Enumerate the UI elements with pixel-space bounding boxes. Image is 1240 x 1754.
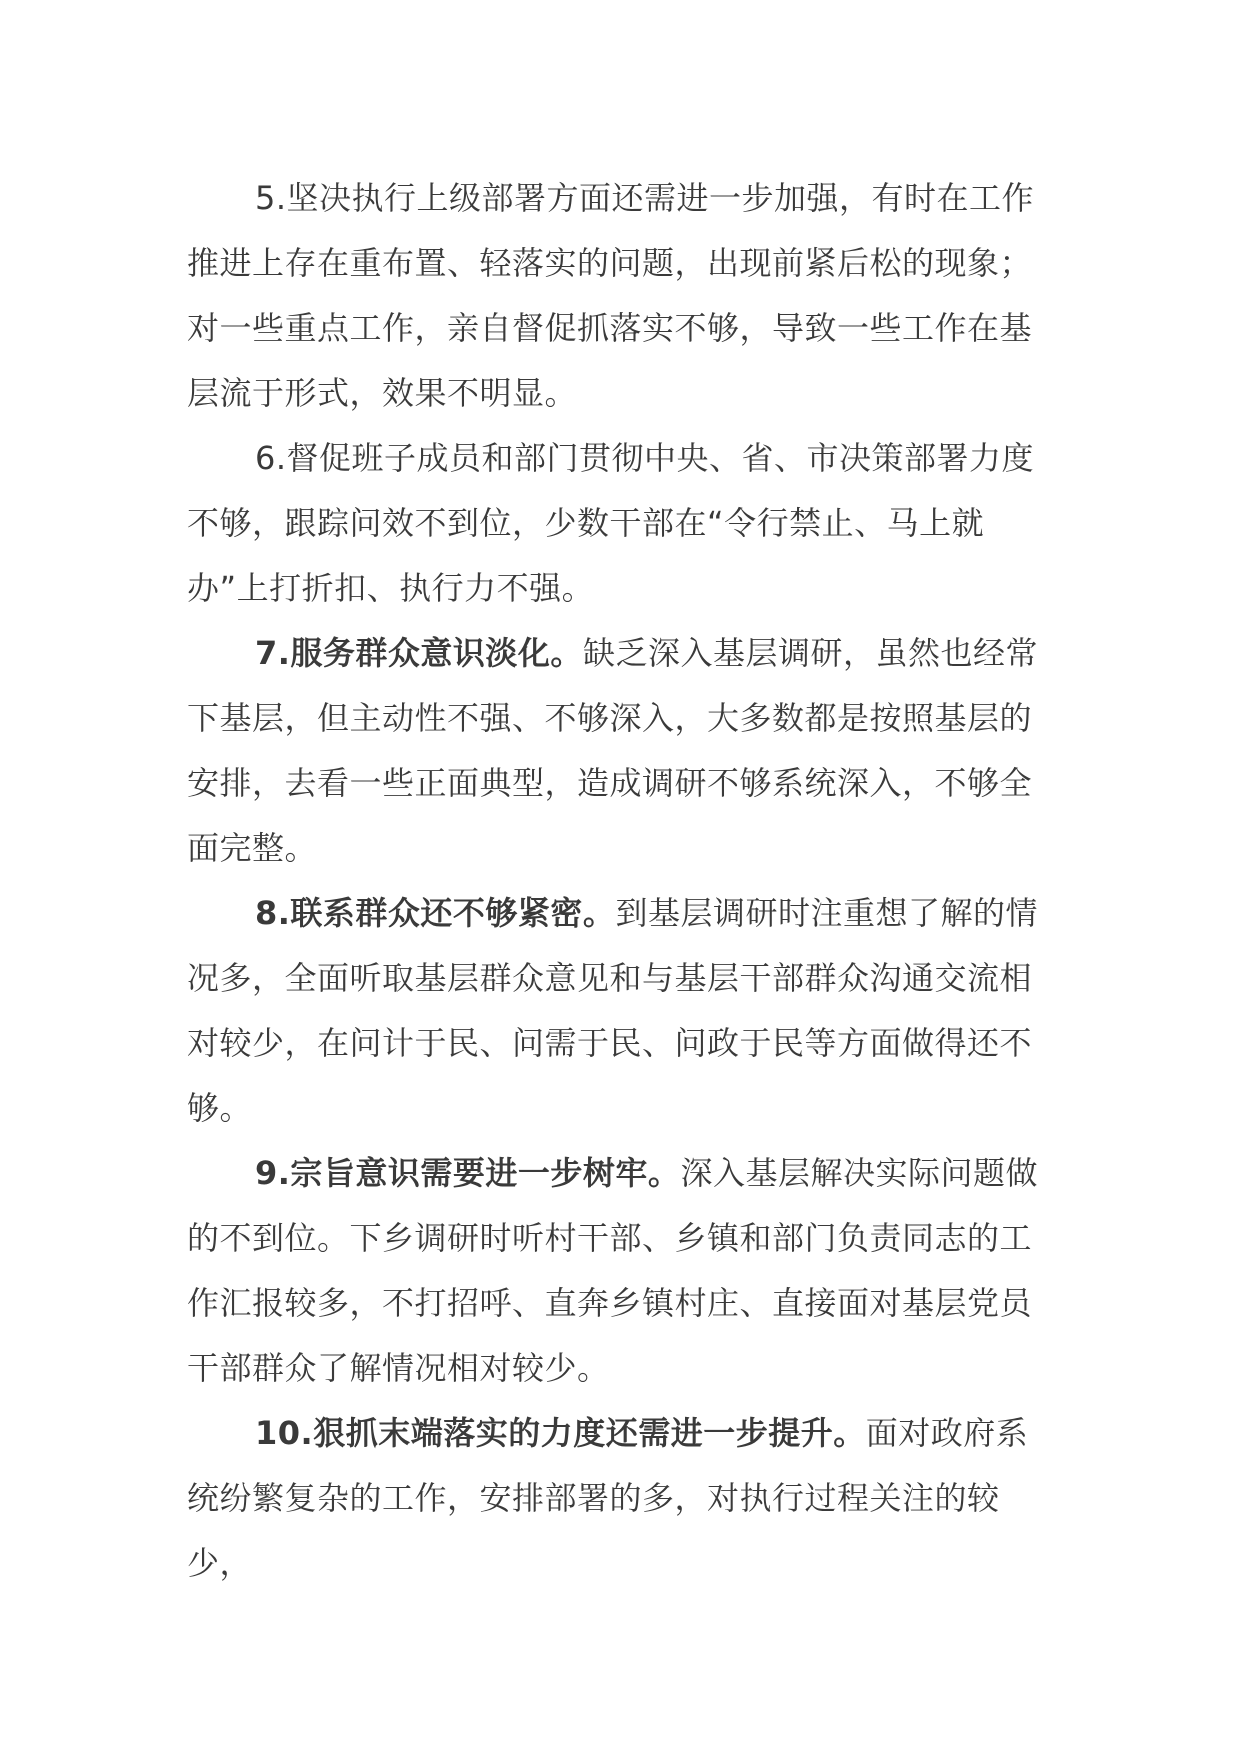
paragraph-text: 面对政府系统纷繁复杂的工作，安排部署的多，对执行过程关注的较少， <box>187 1414 1029 1582</box>
paragraph-9 <box>187 1141 1057 1401</box>
paragraph-text: 到基层调研时注重想了解的情况多，全面听取基层群众意见和与基层干部群众沟通交流相对较少，在问计于民、问需于民、问政于民等方面做得还不够。 <box>187 894 1038 1127</box>
paragraph-lead: 7.服务群众意识淡化。 <box>255 634 583 672</box>
paragraph-text: 深入基层解决实际问题做的不到位。下乡调研时听村干部、乡镇和部门负责同志的工作汇报较多，不打招呼、直奔乡镇村庄、直接面对基层党员干部群众了解情况相对较少。 <box>187 1154 1038 1387</box>
paragraph-5 <box>187 166 1057 426</box>
paragraph-text: 缺乏深入基层调研，虽然也经常下基层，但主动性不强、不够深入，大多数都是按照基层的安排，去看一些正面典型，造成调研不够系统深入，不够全面完整。 <box>187 634 1038 867</box>
paragraph-6 <box>187 426 1057 621</box>
paragraph-text: 5.坚决执行上级部署方面还需进一步加强，有时在工作推进上存在重布置、轻落实的问题，出现前紧后松的现象；对一些重点工作，亲自督促抓落实不够，导致一些工作在基层流于形式，效果不明显。 <box>187 179 1035 412</box>
document-body <box>187 166 1057 1596</box>
paragraph-10 <box>187 1401 1057 1596</box>
paragraph-lead: 10.狠抓末端落实的力度还需进一步提升。 <box>255 1414 866 1452</box>
paragraph-lead: 8.联系群众还不够紧密。 <box>255 894 616 932</box>
paragraph-7 <box>187 621 1057 881</box>
paragraph-8 <box>187 881 1057 1141</box>
paragraph-lead: 9.宗旨意识需要进一步树牢。 <box>255 1154 681 1192</box>
paragraph-text: 6.督促班子成员和部门贯彻中央、省、市决策部署力度不够，跟踪问效不到位，少数干部在“令行禁止、马上就办”上打折扣、执行力不强。 <box>187 439 1035 607</box>
